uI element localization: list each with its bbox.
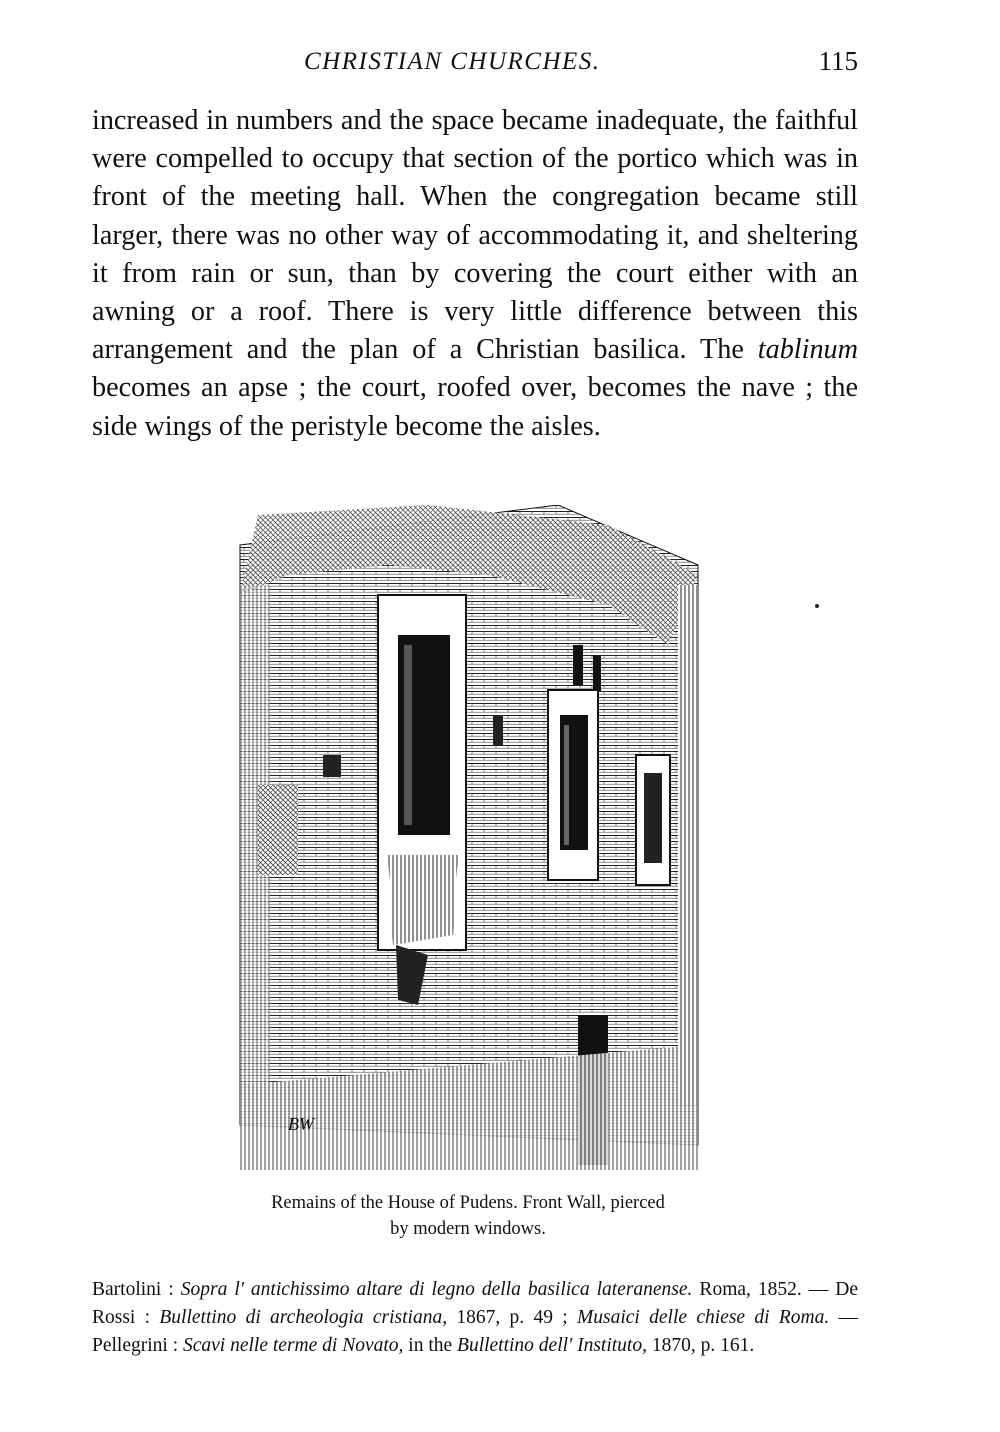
footnote-title-5: Bullettino dell' Instituto, <box>457 1335 647 1356</box>
paragraph-text-start: increased in numbers and the space became inadequate, the faithful were compelled to occupy that section of the portico which was in front of the meeting hall. When the congregation became still larger, there was no other way of accommodating it, and sheltering it from rain or sun, than by covering the court either with an awning or a roof. There is very little difference between this arrangement and the plan of a Christian basilica. The <box>92 105 858 366</box>
footnote-title-4: Scavi nelle terme di Novato, <box>183 1335 404 1356</box>
figure-caption <box>180 1190 756 1242</box>
page-number: 115 <box>818 46 858 76</box>
footnote-title-2: Bullettino di archeologia cristiana, <box>159 1307 448 1328</box>
bibliography-footnote <box>92 1276 858 1360</box>
artist-signature: BW <box>288 1114 314 1134</box>
caption-line-1: Remains of the House of Pudens. Front Wall, pierced <box>271 1193 665 1213</box>
footnote-text-3: — Pellegrini : <box>92 1307 859 1356</box>
engraving-house-of-pudens <box>228 505 708 1170</box>
window-opening-right <box>644 773 662 863</box>
stray-mark <box>815 604 819 608</box>
footnote-text-1: Roma, 1852. — De Rossi : <box>92 1279 858 1328</box>
footnote-text-2: 1867, p. 49 ; <box>447 1307 578 1328</box>
page-header <box>92 46 858 86</box>
footnote-title-3: Musaici delle chiese di Roma. <box>577 1307 830 1328</box>
caption-line-2: by modern windows. <box>390 1219 546 1239</box>
footnote-author: Bartolini : <box>92 1279 181 1300</box>
footnote-text-4: in the <box>403 1335 458 1356</box>
italic-term: tablinum <box>757 334 858 366</box>
paragraph-text-end: becomes an apse ; the court, roofed over, becomes the nave ; the side wings of the peristyle become the aisles. <box>92 372 858 442</box>
footnote-title-1: Sopra l' antichissimo altare di legno della basilica lateranense. <box>180 1279 693 1300</box>
pilaster-shadow <box>678 585 698 1105</box>
body-paragraph <box>92 102 858 446</box>
footnote-text-5: 1870, p. 161. <box>646 1335 755 1356</box>
running-title: CHRISTIAN CHURCHES. <box>304 48 601 75</box>
